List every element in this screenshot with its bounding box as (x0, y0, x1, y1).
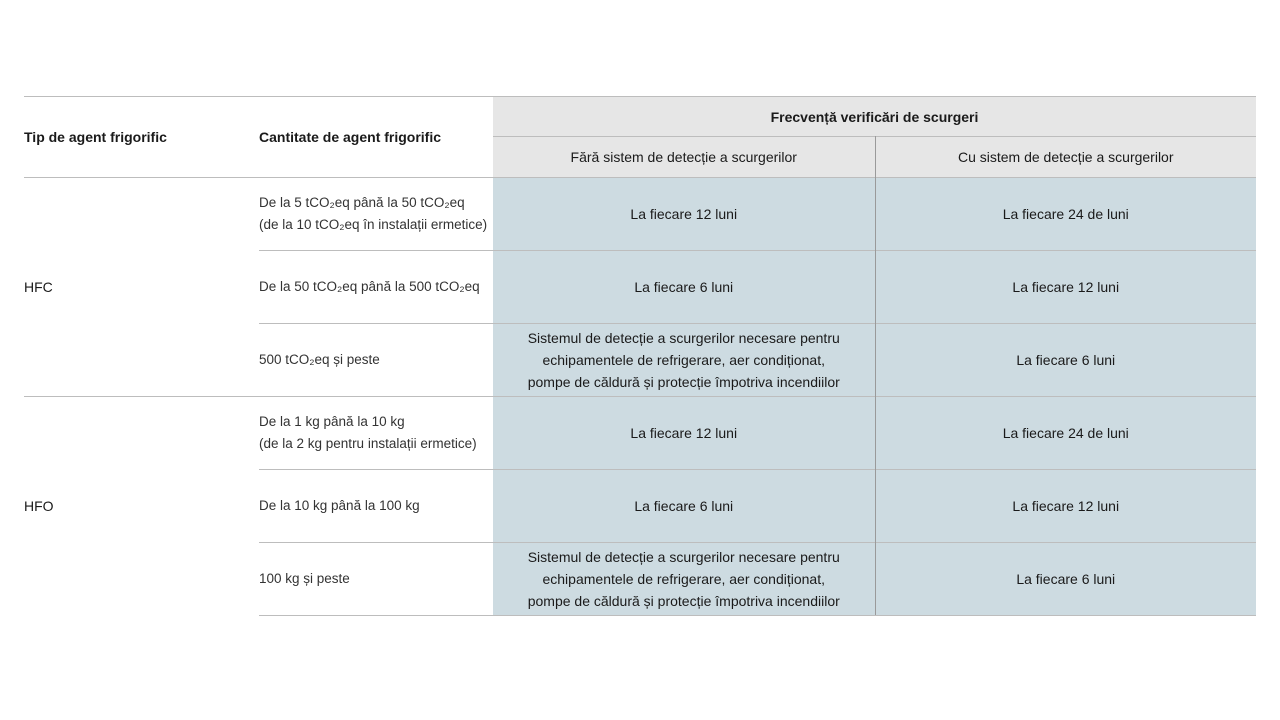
quantity-line: (de la 2 kg pentru instalații ermetice) (259, 436, 477, 451)
header-refrigerant-quantity: Cantitate de agent frigorific (259, 97, 493, 178)
table-row (24, 178, 1256, 251)
detection-note-line: echipamentele de refrigerare, aer condiționat, (542, 352, 825, 368)
header-without-detection: Fără sistem de detecție a scurgerilor (493, 137, 875, 178)
quantity-line: (de la 10 tCO₂eq în instalații ermetice) (259, 217, 488, 232)
frequency-without-detection-cell: La fiecare 6 luni (493, 251, 875, 324)
quantity-cell: De la 50 tCO₂eq până la 500 tCO₂eq (259, 251, 493, 324)
frequency-without-detection-cell: La fiecare 12 luni (493, 397, 875, 470)
detection-note-line: Sistemul de detecție a scurgerilor necesare pentru (527, 330, 840, 346)
quantity-cell: De la 10 kg până la 100 kg (259, 470, 493, 543)
frequency-with-detection-cell: La fiecare 12 luni (875, 251, 1256, 324)
header-refrigerant-type: Tip de agent frigorific (24, 97, 259, 178)
header-check-frequency: Frecvență verificări de scurgeri (493, 97, 1256, 137)
quantity-cell (259, 178, 493, 251)
frequency-without-detection-cell (493, 543, 875, 616)
frequency-without-detection-cell: La fiecare 6 luni (493, 470, 875, 543)
frequency-without-detection-cell: La fiecare 12 luni (493, 178, 875, 251)
detection-note-line: Sistemul de detecție a scurgerilor necesare pentru (527, 549, 840, 565)
detection-note-line: pompe de căldură și protecție împotriva incendiilor (527, 374, 840, 390)
quantity-cell: 500 tCO₂eq și peste (259, 324, 493, 397)
refrigerant-type-cell: HFO (24, 397, 259, 616)
refrigerant-type-cell: HFC (24, 178, 259, 397)
frequency-without-detection-cell (493, 324, 875, 397)
quantity-line: De la 5 tCO₂eq până la 50 tCO₂eq (259, 195, 465, 210)
frequency-with-detection-cell: La fiecare 24 de luni (875, 178, 1256, 251)
frequency-with-detection-cell: La fiecare 6 luni (875, 543, 1256, 616)
detection-note-line: pompe de căldură și protecție împotriva incendiilor (527, 593, 840, 609)
frequency-with-detection-cell: La fiecare 24 de luni (875, 397, 1256, 470)
detection-note-line: echipamentele de refrigerare, aer condiționat, (542, 571, 825, 587)
header-with-detection: Cu sistem de detecție a scurgerilor (875, 137, 1256, 178)
frequency-with-detection-cell: La fiecare 12 luni (875, 470, 1256, 543)
table-row (24, 397, 1256, 470)
quantity-cell: 100 kg și peste (259, 543, 493, 616)
quantity-line: De la 1 kg până la 10 kg (259, 414, 405, 429)
quantity-cell (259, 397, 493, 470)
frequency-with-detection-cell: La fiecare 6 luni (875, 324, 1256, 397)
leak-check-frequency-table (24, 96, 1256, 616)
